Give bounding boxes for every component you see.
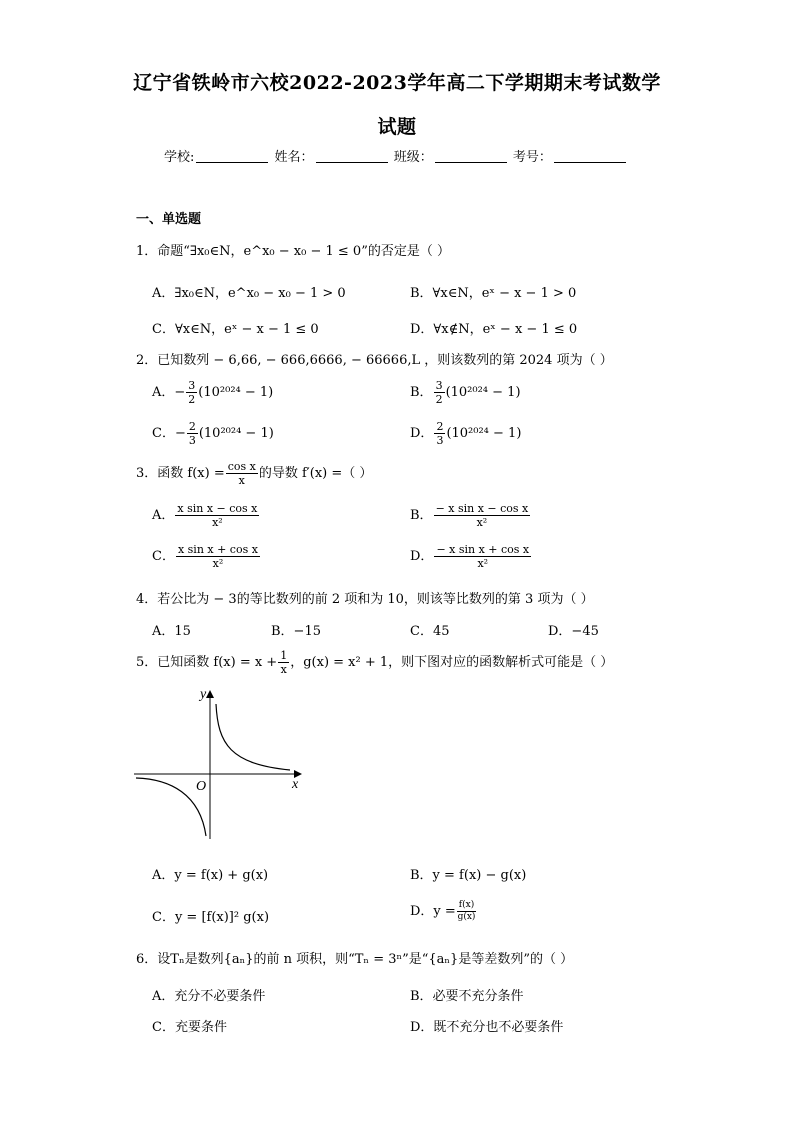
q6-option-b[interactable]: B．必要不充分条件 [410,989,524,1004]
q5-stem-suffix: ，g(x) = x² + 1，则下图对应的函数解析式可能是（ ） [290,655,614,670]
q2-c-power: (10²⁰²⁴ − 1) [198,426,274,441]
q3-a-den: x² [212,516,223,529]
curve-right-branch [216,704,290,770]
q2-option-d[interactable] [410,421,521,446]
q3-d-label: D． [410,549,434,564]
q4-option-d[interactable]: D．−45 [548,624,599,639]
section-heading: 一、单选题 [136,212,202,227]
name-blank[interactable] [316,162,388,163]
q2-c-den: 3 [188,434,196,447]
q3-option-c[interactable] [152,544,261,569]
q3-stem-den: x [238,474,245,487]
q3-stem-num: cos x [227,460,256,473]
q2-d-power: (10²⁰²⁴ − 1) [446,426,522,441]
q2-a-power: (10²⁰²⁴ − 1) [198,385,274,400]
q1-option-c[interactable]: C．∀x∈N，eˣ − x − 1 ≤ 0 [152,322,319,337]
q4-option-c[interactable]: C．45 [410,624,450,639]
number-label: 考号： [512,150,552,165]
q3-c-label: C． [152,549,175,564]
q5-d-den: g(x) [457,912,476,922]
q2-a-num: 3 [188,379,196,392]
q2-option-a[interactable] [152,380,273,405]
q5-option-d[interactable] [410,900,477,922]
q2-option-b[interactable] [410,380,521,405]
title-line-2: 试题 [377,116,417,138]
q5-stem-prefix: 5．已知函数 f(x) = x + [136,655,278,670]
info-line [164,146,628,165]
q1-stem: 1．命题“∃x₀∈N，e^x₀ − x₀ − 1 ≤ 0”的否定是（ ） [136,244,450,259]
q5-stem-num: 1 [280,649,288,662]
q6-stem: 6．设Tₙ是数列{aₙ}的前 n 项积，则“Tₙ = 3ⁿ”是“{aₙ}是等差数列”的（ ） [136,952,574,967]
title-line-1: 辽宁省铁岭市六校2022-2023学年高二下学期期末考试数学 [133,72,661,94]
q3-stem-suffix: 的导数 f′(x) =（ ） [258,466,373,481]
q3-d-num: − x sin x + cos x [436,543,530,556]
q3-stem [136,461,372,486]
q2-c-label: C．− [152,426,186,441]
q1-option-b[interactable]: B．∀x∈N，eˣ − x − 1 > 0 [410,286,577,301]
q2-option-c[interactable] [152,421,274,446]
number-blank[interactable] [554,162,626,163]
q3-a-label: A． [152,508,175,523]
q3-b-den: x² [476,516,488,529]
school-blank[interactable] [196,162,268,163]
q6-option-a[interactable]: A．充分不必要条件 [152,989,266,1004]
q3-b-num: − x sin x − cos x [435,502,529,515]
q5-stem-den: x [280,663,287,676]
q3-option-a[interactable] [152,503,260,528]
q2-d-den: 3 [436,434,444,447]
q2-a-den: 2 [188,393,196,406]
q2-b-num: 3 [435,379,443,392]
q5-d-num: f(x) [458,900,475,910]
q1-option-d[interactable]: D．∀x∉N，eˣ − x − 1 ≤ 0 [410,322,578,337]
q2-b-power: (10²⁰²⁴ − 1) [445,385,521,400]
x-axis-label: x [292,777,299,792]
q3-d-den: x² [477,557,489,570]
q2-d-label: D． [410,426,434,441]
q3-a-num: x sin x − cos x [177,502,258,515]
y-axis-label: y [200,687,207,702]
class-blank[interactable] [435,162,507,163]
q5-graph [130,684,310,844]
q3-c-num: x sin x + cos x [177,543,258,556]
q4-stem: 4．若公比为 − 3的等比数列的前 2 项和为 10，则该等比数列的第 3 项为（ ） [136,592,594,607]
q2-a-label: A．− [152,385,186,400]
q3-b-label: B． [410,508,433,523]
q3-c-den: x² [212,557,224,570]
q2-stem: 2．已知数列 − 6,66, − 666,6666, − 66666,L ，则该数列的第 2024 项为（ ） [136,353,613,368]
name-label: 姓名： [274,150,314,165]
q5-d-label: D．y = [410,904,456,919]
q2-c-num: 2 [188,420,196,433]
q2-d-num: 2 [436,420,444,433]
q3-option-b[interactable] [410,503,531,528]
q3-stem-prefix: 3．函数 f(x) = [136,466,225,481]
q4-option-b[interactable]: B．−15 [271,624,321,639]
q4-option-a[interactable]: A．15 [152,624,191,639]
q1-option-a[interactable]: A．∃x₀∈N，e^x₀ − x₀ − 1 > 0 [152,286,346,301]
q6-option-d[interactable]: D．既不充分也不必要条件 [410,1020,564,1035]
q5-option-a[interactable]: A．y = f(x) + g(x) [152,868,269,883]
origin-label: O [196,779,207,794]
q5-option-c[interactable]: C．y = [f(x)]² g(x) [152,910,270,925]
q5-stem [136,650,613,675]
q2-b-den: 2 [435,393,443,406]
q3-option-d[interactable] [410,544,532,569]
q6-option-c[interactable]: C．充要条件 [152,1020,227,1035]
q2-b-label: B． [410,385,433,400]
q5-option-b[interactable]: B．y = f(x) − g(x) [410,868,527,883]
school-label: 学校: [164,150,195,165]
class-label: 班级： [393,150,433,165]
